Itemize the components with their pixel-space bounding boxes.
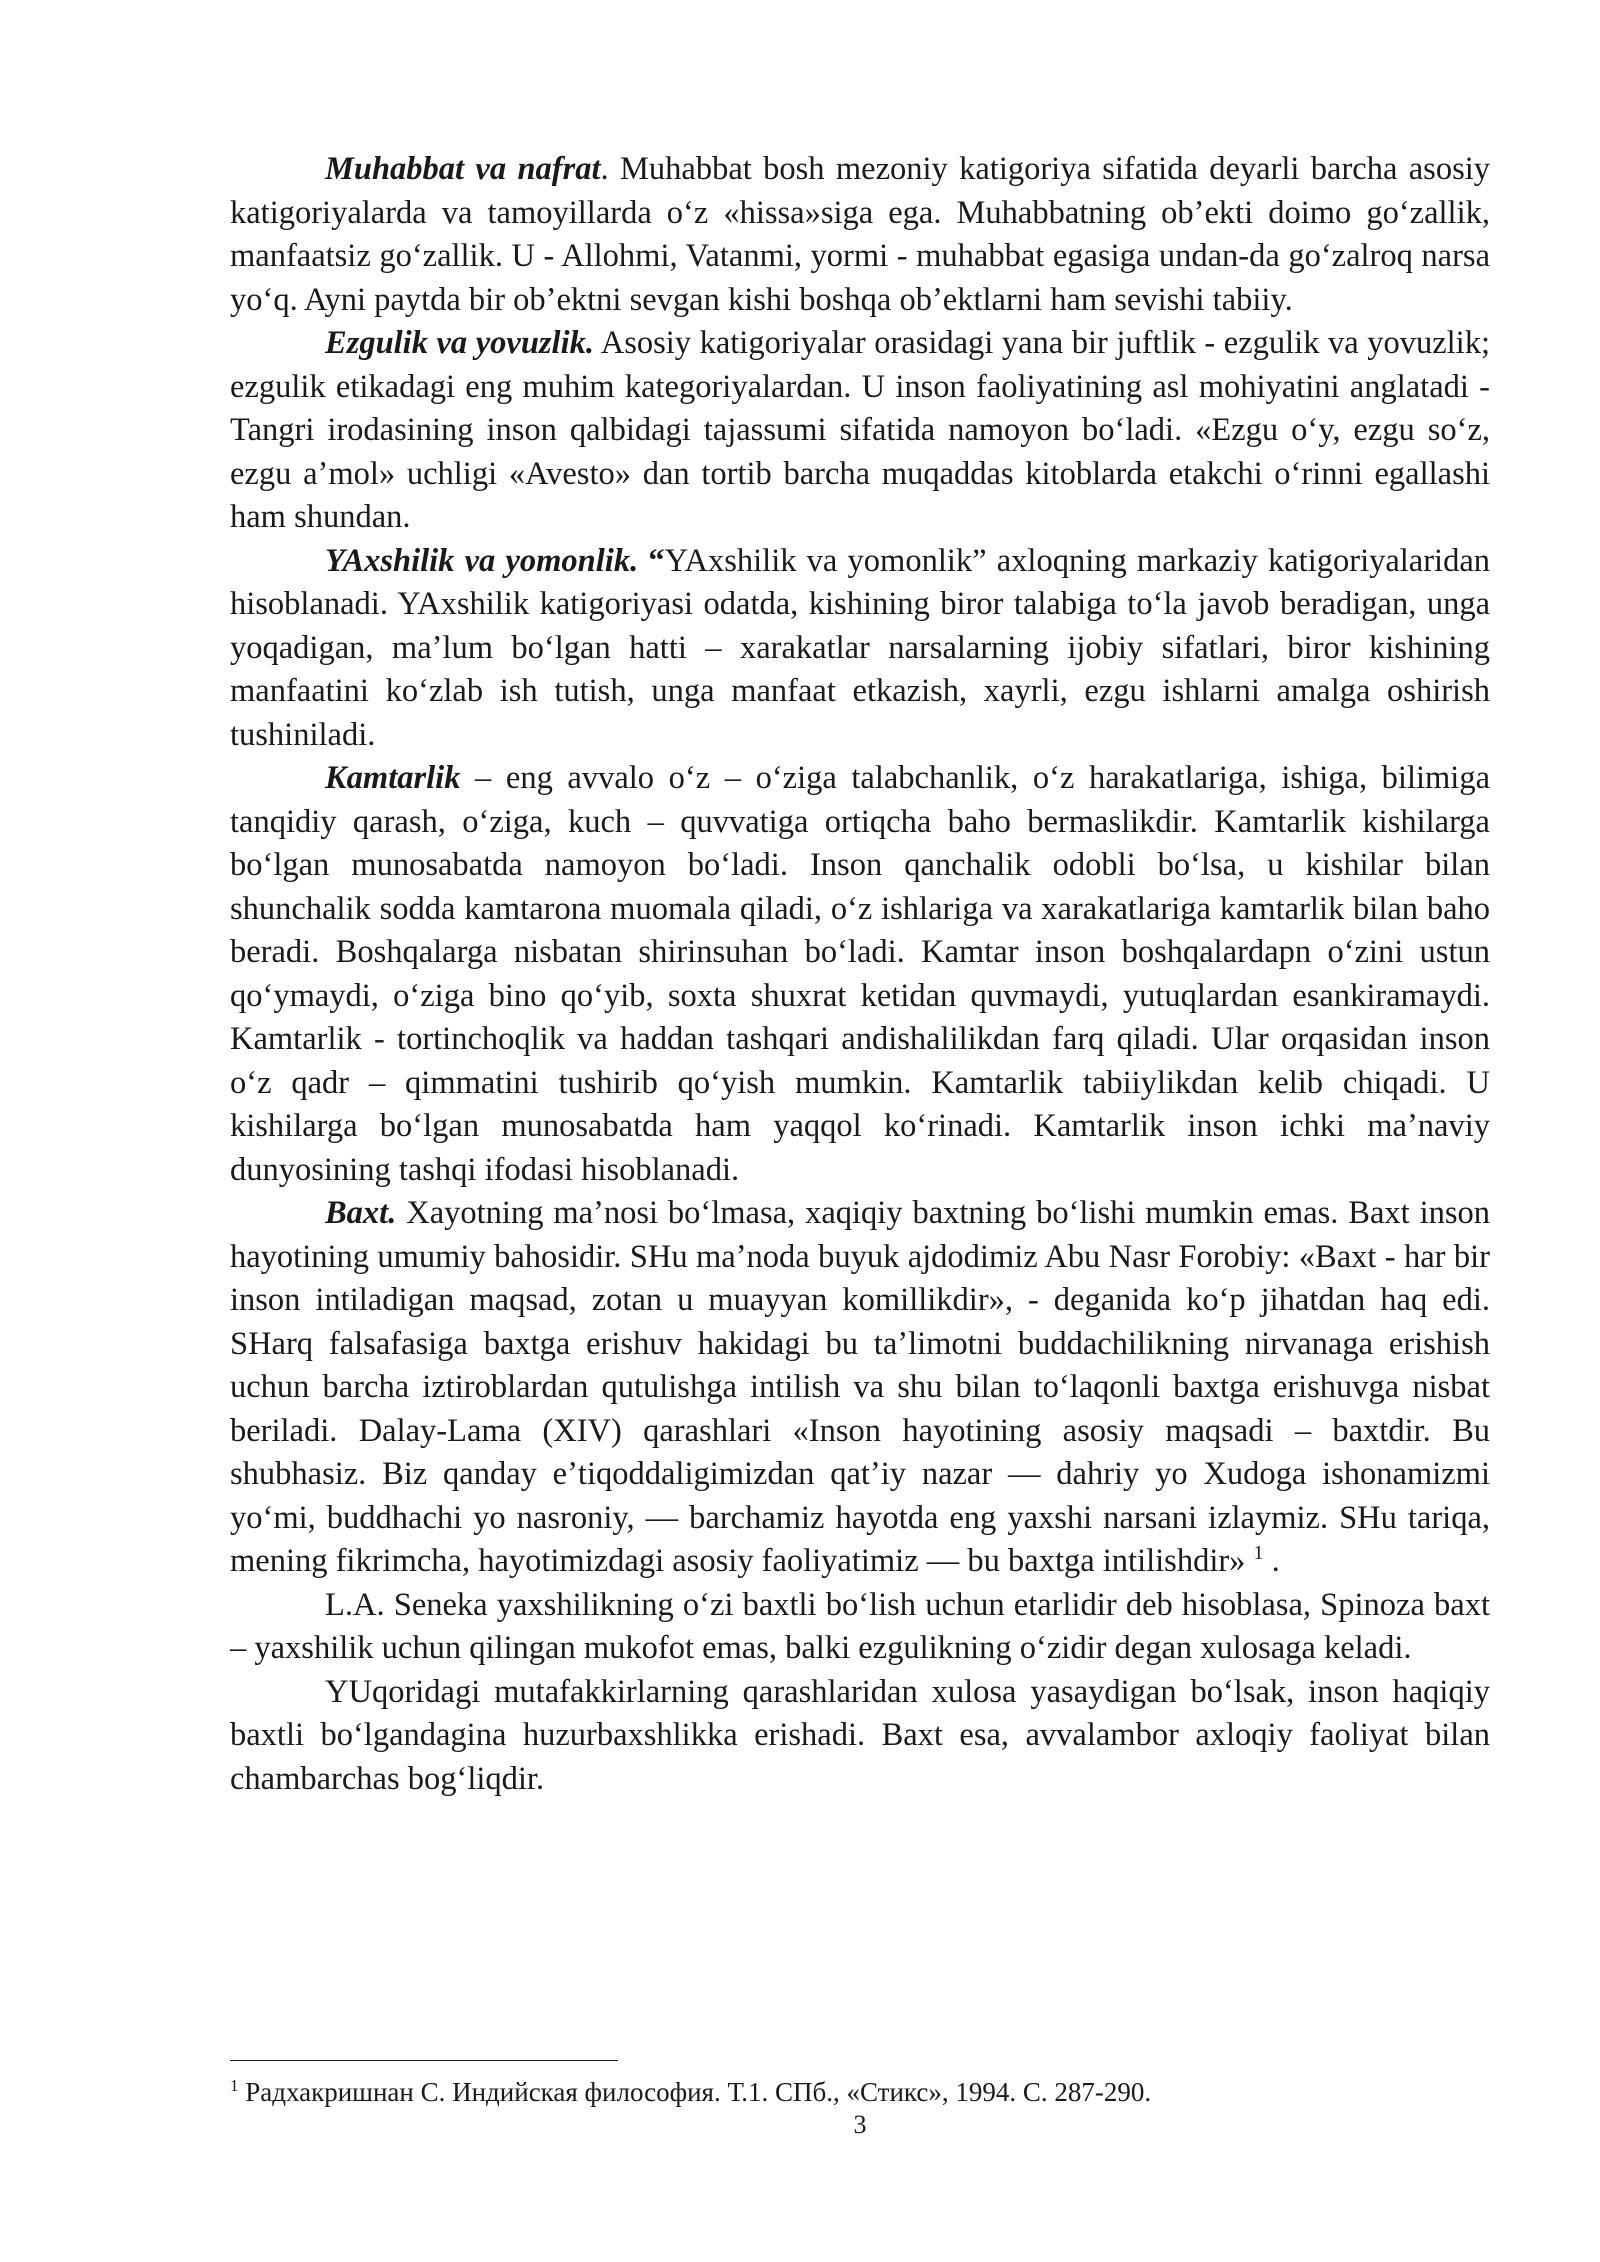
paragraph-conclusion: [230, 1671, 1490, 1802]
footnote-text: Радхакришнан С. Индийская философия. Т.1. СПб., «Стикс», 1994. С. 287-290.: [238, 2077, 1152, 2107]
paragraph-kamtarlik: [230, 757, 1490, 1192]
section-term: Baxt.: [325, 1195, 397, 1231]
paragraph-text: Muhabbat bosh mezoniy katigoriya sifatida deyarli barcha asosiy katigoriyalarda va tamoyillarda oʻz «hissa»siga ega. Muhabbatning obʼekti doimo goʻzallik, manfaatsiz goʻzallik. U - Allohmi, Vatanmi, yormi - muhabbat egasiga undan-da goʻzalroq narsa yoʻq. Ayni paytda bir obʼektni sevgan kishi boshqa obʼektlarni ham sevishi tabiiy.: [230, 151, 1491, 318]
paragraph-text: YAxshilik va yomonlik” axloqning markaziy katigoriyalaridan hisoblanadi. YAxshilik katigoriyasi odatda, kishining biror talabiga toʻla javob beradigan, unga yoqadigan, maʼlum boʻlgan hatti – xarakatlar narsalarning ijobiy sifatlari, biror kishining manfaatini koʻzlab ish tutish, unga manfaat etkazish, xayrli, ezgu ishlarni amalga oshirish tushiniladi.: [230, 542, 1491, 753]
paragraph-text: YUqoridagi mutafakkirlarning qarashlaridan xulosa yasaydigan boʻlsak, inson haqiqiy baxtli boʻlgandagina huzurbaxshlikka erishadi. Baxt esa, avvalambor axloqiy faoliyat bilan chambarchas bogʻliqdir.: [230, 1673, 1490, 1797]
paragraph-text: Xayotning maʼnosi boʻlmasa, xaqiqiy baxtning boʻlishi mumkin emas. Baxt inson hayotining umumiy bahosidir. SHu maʼnoda buyuk ajdodimiz Abu Nasr Forobiy: «Baxt - har bir inson intiladigan maqsad, zotan u muayyan komillikdir», - deganida koʻp jihatdan haq edi. SHarq falsafasiga baxtga erishuv hakidagi bu taʼlimotni buddachilikning nirvanaga erishish uchun barcha iztiroblardan qutulishga intilish va shu bilan toʻlaqonli baxtga erishuvga nisbat beriladi. Dalay-Lama (XIV) qarashlari «Inson hayotining asosiy maqsadi – baxtdir. Bu shubhasiz. Biz qanday eʼtiqoddaligimizdan qatʼiy nazar — dahriy yo Xudoga ishonamizmi yoʻmi, buddhachi yo nasroniy, — barchamiz hayotda eng yaxshi narsani izlaymiz. SHu tariqa, mening fikrimcha, hayotimizdagi asosiy faoliyatimiz — bu baxtga intilishdir»: [230, 1195, 1490, 1579]
paragraph-yaxshilik-va-yomonlik: [230, 540, 1490, 758]
section-term: Kamtarlik: [325, 760, 461, 796]
footnote-marker: 1: [230, 2076, 239, 2095]
paragraph-text: Asosiy katigoriyalar orasidagi yana bir juftlik - ezgulik va yovuzlik; ezgulik etikadagi eng muhim kategoriyalardan. U inson faoliyatining asl mohiyatini anglatadi - Tangri irodasining inson qalbidagi tajassumi sifatida namoyon boʻladi. «Ezgu oʻy, ezgu soʻz, ezgu aʼmol» uchligi «Avesto» dan tortib barcha muqaddas kitoblarda etakchi oʻrinni egallashi ham shundan.: [230, 325, 1490, 535]
paragraph-seneka: [230, 1584, 1490, 1671]
opening-quote: “: [638, 542, 665, 579]
footnote-reference[interactable]: 1: [1253, 1542, 1264, 1565]
paragraph-ezgulik-va-yovuzlik: [230, 322, 1490, 540]
section-term: YAxshilik va yomonlik.: [325, 542, 639, 579]
paragraph-baxt: [230, 1192, 1490, 1584]
paragraph-text: L.A. Seneka yaxshilikning oʻzi baxtli boʻlish uchun etarlidir deb hisoblasa, Spinoza baxt – yaxshilik uchun qilingan mukofot emas, balki ezgulikning oʻzidir degan xulosaga keladi.: [230, 1586, 1490, 1666]
footnote-separator: [230, 2060, 618, 2061]
paragraph-muhabbat-va-nafrat: [230, 148, 1490, 322]
footnote: [230, 2075, 1490, 2109]
page-number: 3: [853, 2110, 867, 2139]
paragraph-tail: .: [1263, 1543, 1280, 1579]
section-term: Ezgulik va yovuzlik.: [325, 325, 594, 361]
section-term: Muhabbat va nafrat: [325, 151, 601, 187]
document-body: [230, 148, 1490, 1801]
paragraph-text: – eng avvalo oʻz – oʻziga talabchanlik, oʻz harakatlariga, ishiga, bilimiga tanqidiy qarash, oʻziga, kuch – quvvatiga ortiqcha baho bermaslikdir. Kamtarlik kishilarga boʻlgan munosabatda namoyon boʻladi. Inson qanchalik odobli boʻlsa, u kishilar bilan shunchalik sodda kamtarona muomala qiladi, oʻz ishlariga va xarakatlariga kamtarlik bilan baho beradi. Boshqalarga nisbatan shirinsuhan boʻladi. Kamtar inson boshqalardapn oʻzini ustun qoʻymaydi, oʻziga bino qoʻyib, soxta shuxrat ketidan quvmaydi, yutuqlardan esankiramaydi. Kamtarlik - tortinchoqlik va haddan tashqari andishalilikdan farq qiladi. Ular orqasidan inson oʻz qadr – qimmatini tushirib qoʻyish mumkin. Kamtarlik tabiiylikdan kelib chiqadi. U kishilarga boʻlgan munosabatda ham yaqqol koʻrinadi. Kamtarlik inson ichki maʼnaviy dunyosining tashqi ifodasi hisoblanadi.: [230, 760, 1490, 1188]
term-punctuation: .: [600, 151, 609, 187]
